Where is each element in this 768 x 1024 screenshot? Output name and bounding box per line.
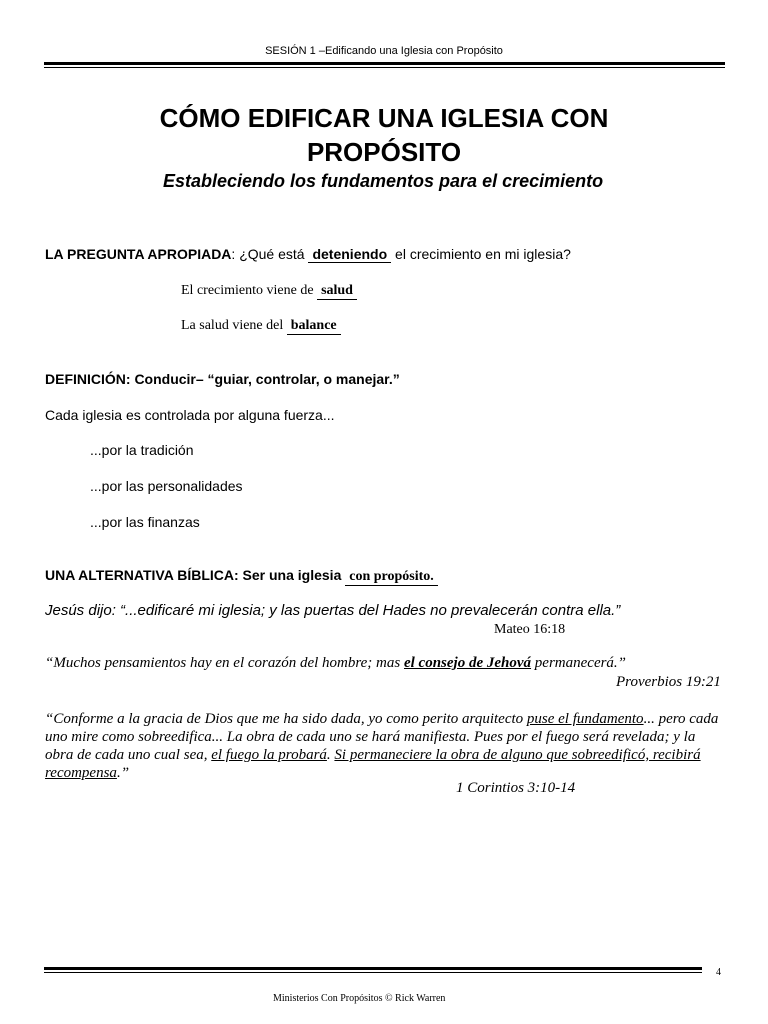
crecimiento-line	[181, 283, 357, 300]
proverbios-before: “Muchos pensamientos hay en el corazón del hombre; mas	[45, 655, 404, 671]
fuerza-item-tradicion: ...por la tradición	[90, 442, 194, 458]
page-number: 4	[716, 967, 721, 978]
salud-answer: balance	[287, 318, 341, 335]
definicion-heading: DEFINICIÓN: Conducir– “guiar, controlar, o manejar.”	[45, 371, 400, 387]
corintios-underlined-3: Si permaneciere la obra de alguno que sobreedificó, recibirá recompensa	[45, 747, 701, 781]
header-rule-thin	[44, 67, 725, 68]
pregunta-before: : ¿Qué está	[231, 246, 309, 262]
corintios-part4: .”	[116, 765, 130, 781]
corintios-reference: 1 Corintios 3:10-14	[456, 780, 576, 796]
fuerza-intro: Cada iglesia es controlada por alguna fuerza...	[45, 407, 335, 423]
corintios-underlined-1: puse el fundamento	[526, 711, 644, 727]
header-rule-thick	[44, 62, 725, 65]
pregunta-label: LA PREGUNTA APROPIADA	[45, 246, 232, 262]
corintios-part3: .	[326, 747, 335, 763]
footer-rule-thick	[44, 967, 702, 970]
jesus-reference: Mateo 16:18	[494, 622, 566, 637]
pregunta-answer: deteniendo	[308, 246, 391, 263]
crecimiento-answer: salud	[317, 283, 357, 300]
fuerza-item-personalidades: ...por las personalidades	[90, 478, 243, 494]
page-title-line1: CÓMO EDIFICAR UNA IGLESIA CON	[159, 103, 609, 133]
corintios-quote	[45, 710, 725, 782]
footer-credit: Ministerios Con Propósitos © Rick Warren	[273, 993, 446, 1004]
alternativa-line	[45, 567, 438, 586]
page-subtitle: Estableciendo los fundamentos para el crecimiento	[163, 171, 604, 191]
jesus-quote: Jesús dijo: “...edificaré mi iglesia; y las puertas del Hades no prevalecerán contra ella.”	[45, 602, 621, 619]
pregunta-after: el crecimiento en mi iglesia?	[391, 246, 571, 262]
pregunta-line	[45, 246, 571, 263]
salud-text: La salud viene del	[181, 318, 287, 333]
alternativa-label: UNA ALTERNATIVA BÍBLICA: Ser una iglesia	[45, 567, 346, 583]
page-title-line2: PROPÓSITO	[306, 137, 462, 167]
crecimiento-text: El crecimiento viene de	[181, 283, 318, 298]
proverbios-quote	[45, 655, 626, 672]
corintios-part1: “Conforme a la gracia de Dios que me ha sido dada, yo como perito arquitecto	[45, 711, 527, 727]
salud-line	[181, 318, 341, 335]
alternativa-answer: con propósito.	[345, 569, 438, 586]
footer-rule-thin	[44, 972, 702, 973]
proverbios-reference: Proverbios 19:21	[616, 674, 721, 690]
corintios-part2: ... pero cada uno mire como sobreedifica... La obra de cada uno se hará manifiesta. Pues por el fuego será revelada; y la obra de cada uno cual sea,	[45, 711, 719, 763]
corintios-underlined-2: el fuego la probará	[211, 747, 327, 763]
proverbios-underlined: el consejo de Jehová	[403, 655, 532, 671]
proverbios-after: permanecerá.”	[531, 655, 627, 671]
running-header: SESIÓN 1 –Edificando una Iglesia con Propósito	[265, 45, 503, 57]
fuerza-item-finanzas: ...por las finanzas	[90, 514, 200, 530]
